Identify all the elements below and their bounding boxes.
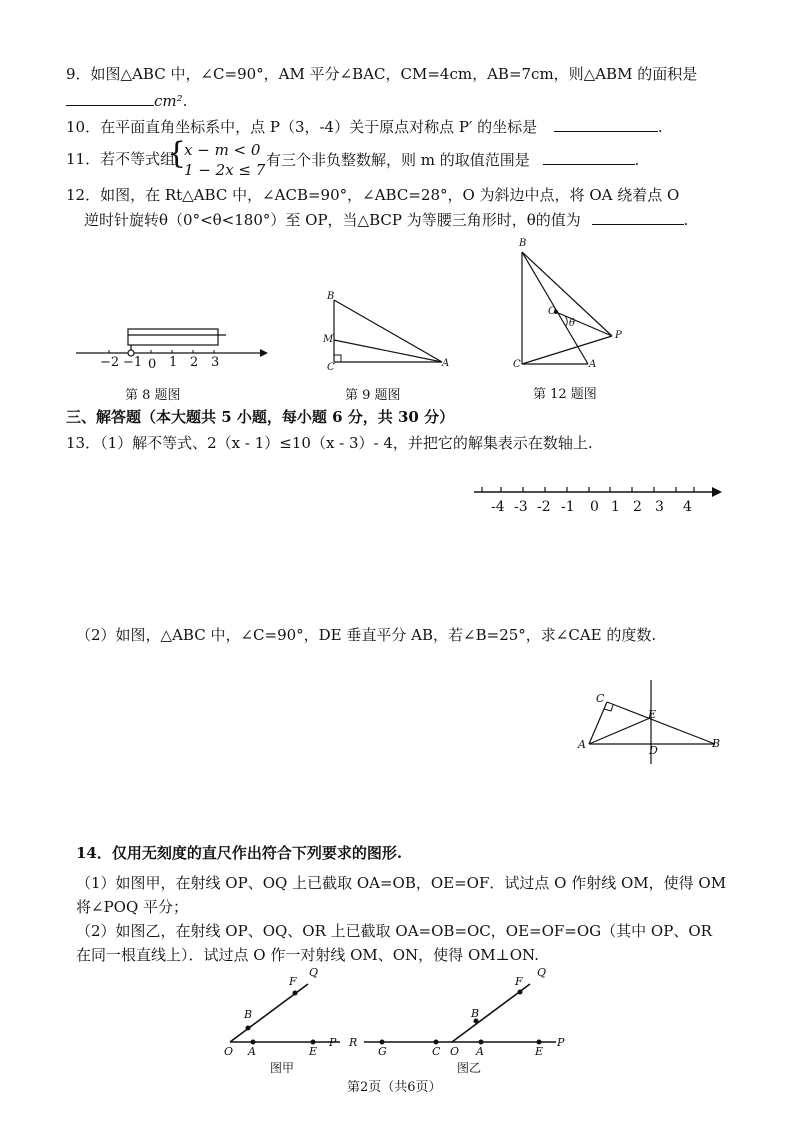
q11-brace: { [167,136,187,171]
q12-answer-blank[interactable] [592,210,684,225]
q13-tick-3: 3 [655,499,664,515]
fig-yi-caption: 图乙 [457,1061,482,1075]
q10-text: 10．在平面直角坐标系中，点 P（3，-4）关于原点对称点 P′ 的坐标是 [66,118,538,136]
q11-rest [266,150,639,169]
q11-ineq1: x − m < 0 [184,141,261,159]
q13-arrow [712,487,722,497]
q10-answer-blank[interactable] [554,117,658,132]
q9-unit: cm². [154,92,188,110]
fig8-tick-0: 0 [148,357,157,372]
fig-jia-label-E: E [309,1045,318,1058]
q12-line2-text: 逆时针旋转θ（0°<θ<180°）至 OP，当△BCP 为等腰三角形时，θ的值为 [84,211,581,229]
fig12-label-P: P [615,330,622,341]
fig-yi-label-A: A [476,1045,484,1058]
q13-tick-4: 4 [683,499,692,515]
fig8-tick-neg1: −1 [123,355,143,370]
q14-part2-line2: 在同一根直线上）．试过点 O 作一对射线 OM、ON，使得 OM⊥ON. [76,946,539,964]
fig9-caption: 第 9 题图 [345,388,401,403]
q14-part2-line1: （2）如图乙，在射线 OP、OQ、OR 上已截取 OA=OB=OC，OE=OF=OG（其中 OP、OR [76,922,712,940]
q11-answer-blank[interactable] [543,150,635,165]
q11-suffix: 有三个非负整数解，则 m 的取值范围是 [266,151,530,169]
q14-title: 14．仅用无刻度的直尺作出符合下列要求的图形. [76,844,403,862]
q12-line1: 12．如图，在 Rt△ABC 中，∠ACB=90°，∠ABC=28°，O 为斜边中点，将 OA 绕着点 O [66,186,680,204]
q13-fig-label-C: C [596,692,605,705]
fig-yi-label-R: R [349,1036,358,1049]
fig9-label-M: M [323,334,334,345]
q13-part2: （2）如图，△ABC 中，∠C=90°，DE 垂直平分 AB，若∠B=25°，求∠CAE 的度数. [76,626,657,644]
fig8-arrow [260,349,268,357]
fig-jia-label-O: O [224,1045,234,1058]
q14-part1-line2: 将∠POQ 平分； [76,898,189,916]
fig12-label-B: B [519,238,527,249]
fig-yi-label-O: O [450,1045,460,1058]
q14-part1-line1: （1）如图甲，在射线 OP、OQ 上已截取 OA=OB，OE=OF．试过点 O 作射线 OM，使得 OM [76,874,727,892]
q11-prefix: 11．若不等式组 [66,150,176,168]
q9-line2 [66,91,187,110]
fig9-label-B: B [327,291,335,302]
q13-tick-neg1: -1 [561,499,575,515]
q13-tick-2: 2 [633,499,642,515]
q9-line1: 9．如图△ABC 中，∠C=90°，AM 平分∠BAC，CM=4cm，AB=7cm，则△ABM 的面积是 [66,65,698,83]
fig8-tick-neg2: −2 [100,355,120,370]
q13-fig-label-A: A [578,738,586,751]
q13-tick-0: 0 [590,499,599,515]
fig-yi-label-F: F [515,975,523,988]
fig-jia-label-B: B [244,1008,253,1021]
fig12-caption: 第 12 题图 [533,387,597,402]
fig8-caption: 第 8 题图 [125,388,181,403]
q13-part1: 13．（1）解不等式、2（x - 1）≤10（x - 3）- 4，并把它的解集表示在数轴上. [66,434,593,452]
fig-jia-label-F: F [289,975,297,988]
fig12-label-C: C [513,359,521,370]
fig12-triangle [510,240,630,375]
fig8-tick-3: 3 [211,355,220,370]
q13-fig-label-E: E [648,708,657,721]
fig9-label-A: A [442,358,450,369]
q13-tick-1: 1 [611,499,620,515]
fig12-label-A: A [589,359,597,370]
q13-tick-neg2: -2 [537,499,551,515]
fig8-solution-box [128,329,218,345]
fig-yi-label-P: P [557,1036,565,1049]
fig8-tick-1: 1 [169,355,178,370]
fig12-label-theta: θ [569,318,576,329]
q11-ineq2: 1 − 2x ≤ 7 [184,161,266,179]
fig-yi-label-Q: Q [537,966,547,979]
fig-yi-label-G: G [378,1045,387,1058]
page-footer: 第2页（共6页） [347,1080,442,1095]
fig12-label-O: O [548,306,557,317]
q9-answer-blank[interactable] [66,91,154,106]
q13-fig-label-B: B [712,737,721,750]
fig-yi [360,970,570,1050]
q11-end: . [634,151,640,169]
q10 [66,117,663,136]
section3-heading: 三、解答题（本大题共 5 小题，每小题 6 分，共 30 分） [66,408,455,426]
fig-jia-caption: 图甲 [270,1061,295,1075]
fig-yi-label-C: C [432,1045,441,1058]
fig8-tick-2: 2 [190,355,199,370]
fig9-label-C: C [327,362,335,373]
fig-yi-label-E: E [535,1045,544,1058]
fig-yi-label-B: B [471,1007,480,1020]
q13-tick-neg4: -4 [491,499,505,515]
q13-tick-neg3: -3 [514,499,528,515]
fig-jia-label-A: A [248,1045,256,1058]
q10-end: . [657,118,663,136]
fig-jia-label-P: P [329,1036,337,1049]
q12-line2 [84,210,688,229]
q13-fig-label-D: D [649,744,658,757]
fig-jia-label-Q: Q [309,966,319,979]
q12-end: . [683,211,689,229]
fig9-triangle [320,290,460,380]
